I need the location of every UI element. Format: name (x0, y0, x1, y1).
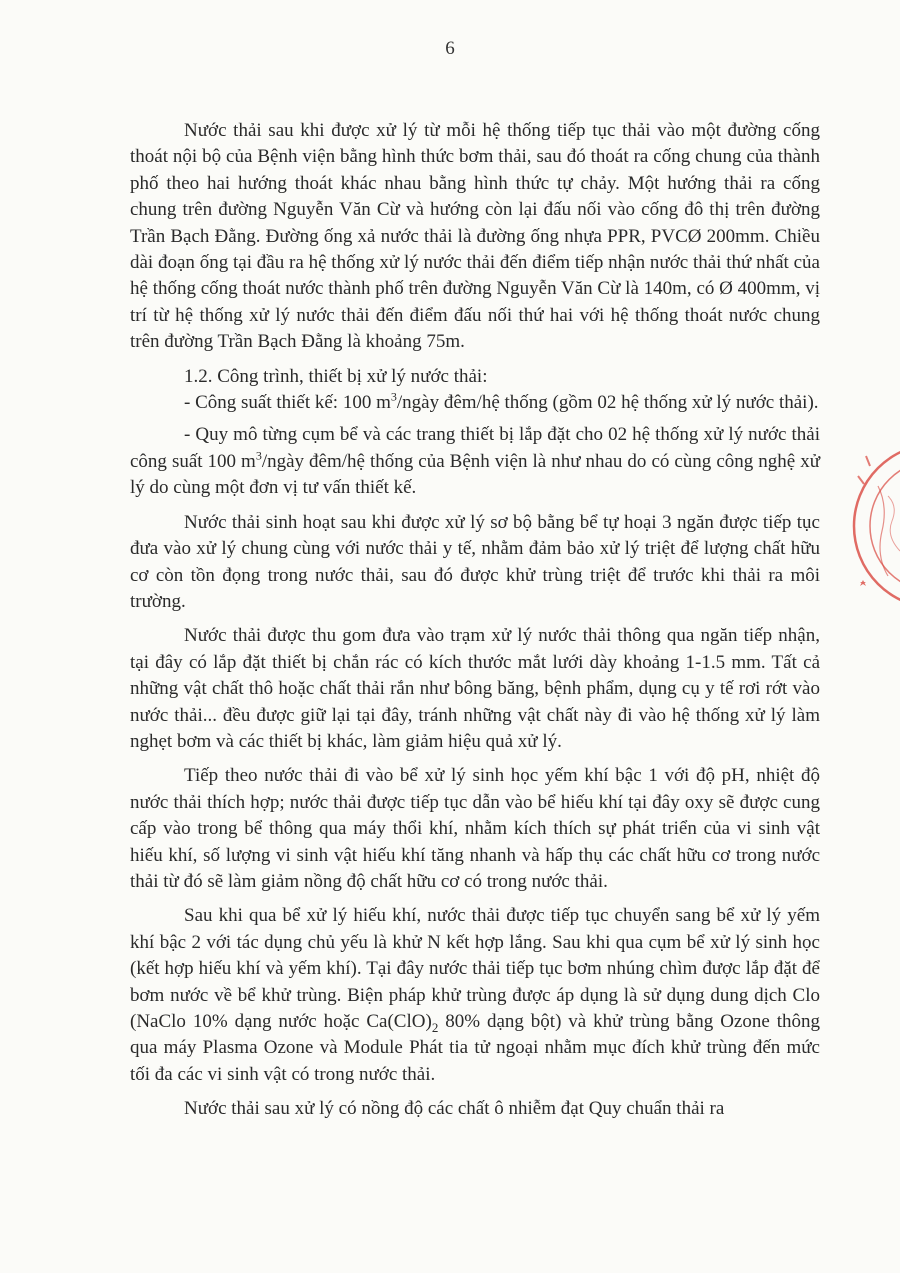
capacity-text-b: /ngày đêm/hệ thống (gồm 02 hệ thống xử lý nước thải). (396, 392, 819, 414)
disinfection-text-b: 80% dạng bột) và khử trùng bằng Ozone thông qua máy Plasma Ozone và Module Phát tia tử ngoại nhằm mục đích khử trùng đến mức tối đa các vi sinh vật có trong nước thải. (130, 1011, 820, 1085)
scale-superscript: 3 (255, 448, 262, 463)
capacity-superscript: 3 (390, 389, 397, 404)
scale-text-b: /ngày đêm/hệ thống của Bệnh viện là như nhau do có cùng công nghệ xử lý do cùng một đơn vị tư vấn thiết kế. (130, 450, 820, 499)
paragraph-biological-treatment: Tiếp theo nước thải đi vào bể xử lý sinh học yếm khí bậc 1 với độ pH, nhiệt độ nước thải thích hợp; nước thải được tiếp tục dẫn vào bể hiếu khí tại đây oxy sẽ được cung cấp vào trong bể thông qua máy thổi khí, nhằm kích thích sự phát triển của vi sinh vật hiếu khí, số lượng vi sinh vật hiếu khí tăng nhanh và hấp thụ các chất hữu cơ trong nước thải từ đó sẽ làm giảm nồng độ chất hữu cơ có trong nước thải. (130, 765, 820, 892)
paragraph-tank-scale (130, 422, 820, 501)
scale-text-a: - Quy mô từng cụm bể và các trang thiết bị lắp đặt cho 02 hệ thống xử lý nước thải công suất 100 m (130, 424, 820, 472)
capacity-text-a: - Công suất thiết kế: 100 m (184, 392, 391, 414)
disinfection-subscript: 2 (431, 1019, 439, 1035)
document-body (130, 118, 820, 1123)
section-heading-1-2: 1.2. Công trình, thiết bị xử lý nước thải: (184, 365, 488, 387)
paragraph-screening: Nước thải được thu gom đưa vào trạm xử lý nước thải thông qua ngăn tiếp nhận, tại đây có lắp đặt thiết bị chắn rác có kích thước mắt lưới dày khoảng 1-1.5 mm. Tất cả những vật chất thô hoặc chất thải rắn như bông băng, bệnh phẩm, dụng cụ y tế rơi rớt vào nước thải... đều được giữ lại tại đây, tránh những vật chất này đi vào hệ thống xử lý làm nghẹt bơm và các thiết bị khác, làm giảm hiệu quả xử lý. (130, 625, 820, 752)
red-seal-icon (848, 436, 900, 616)
paragraph-disinfection (130, 903, 820, 1088)
paragraph-septic-treatment: Nước thải sinh hoạt sau khi được xử lý sơ bộ bằng bể tự hoại 3 ngăn được tiếp tục đưa vào xử lý chung cùng với nước thải y tế, nhằm đảm bảo xử lý triệt để lượng chất hữu cơ còn tồn đọng trong nước thải, sau đó được khử trùng triệt để trước khi thải ra môi trường. (130, 511, 820, 612)
disinfection-text-a: Sau khi qua bể xử lý hiếu khí, nước thải được tiếp tục chuyển sang bể xử lý yếm khí bậc 2 với tác dụng chủ yếu là khử N kết hợp lắng. Sau khi qua cụm bể xử lý sinh học (kết hợp hiếu khí và yếm khí). Tại đây nước thải tiếp tục bơm nhúng chìm được lắp đặt để bơm nước về bể khử trùng. Biện pháp khử trùng được áp dụng là sử dụng dung dịch Clo (NaClo 10% dạng nước hoặc Ca(ClO) (130, 905, 820, 1032)
paragraph-treated-water: Nước thải sau xử lý có nồng độ các chất ô nhiễm đạt Quy chuẩn thải ra (184, 1098, 725, 1120)
paragraph-discharge-route: Nước thải sau khi được xử lý từ mỗi hệ thống tiếp tục thải vào một đường cống thoát nội bộ của Bệnh viện bằng hình thức bơm thải, sau đó thoát ra cống chung của thành phố theo hai hướng thoát khác nhau bằng hình thức tự chảy. Một hướng thải ra cống chung trên đường Nguyễn Văn Cừ và hướng còn lại đấu nối vào cống đô thị trên đường Trần Bạch Đằng. Đường ống xả nước thải là đường ống nhựa PPR, PVCØ 200mm. Chiều dài đoạn ống tại đầu ra hệ thống xử lý nước thải đến điểm tiếp nhận nước thải thứ nhất của hệ thống cống thoát nước thành phố trên đường Nguyễn Văn Cừ là 140m, có Ø 400mm, vị trí từ hệ thống xử lý nước thải đến điểm đấu nối thứ hai với hệ thống thoát nước chung trên đường Trần Bạch Đằng là khoảng 75m. (130, 120, 820, 353)
page-number: 6 (445, 38, 455, 59)
paragraph-design-capacity (130, 390, 820, 416)
